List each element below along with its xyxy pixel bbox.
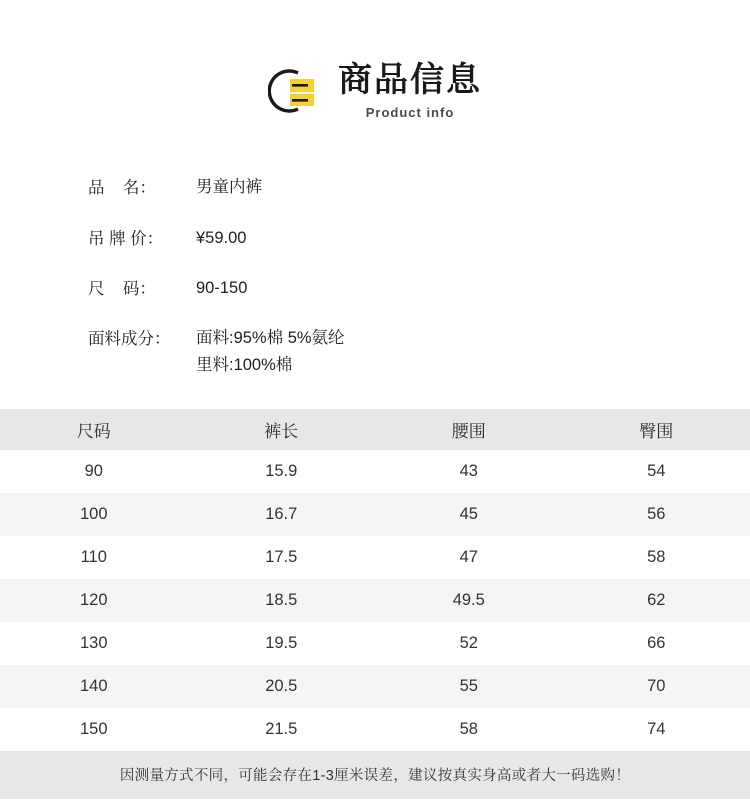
table-cell: 54 (647, 462, 666, 481)
table-cell: 74 (647, 720, 666, 739)
table-header-cell: 尺码 (76, 422, 111, 442)
table-cell: 18.5 (265, 591, 298, 610)
info-value (196, 174, 750, 201)
info-value-line: 面料:95%棉 5%氨纶 (196, 329, 345, 348)
size-table-head (0, 409, 750, 450)
table-cell: 45 (459, 505, 478, 524)
info-value (196, 275, 750, 302)
table-cell: 49.5 (452, 591, 485, 610)
info-value-line: 90-150 (196, 278, 248, 297)
info-row-name (88, 174, 750, 201)
table-cell: 52 (459, 634, 478, 653)
table-cell: 90 (84, 462, 103, 481)
table-cell: 17.5 (265, 548, 298, 567)
table-cell: 43 (459, 462, 478, 481)
table-row (0, 493, 750, 536)
table-cell: 58 (459, 720, 478, 739)
info-label: 尺 码： (88, 279, 156, 298)
table-cell: 21.5 (265, 720, 298, 739)
size-table-note: 因测量方式不同，可能会存在1-3厘米误差，建议按真实身高或者大一码选购！ (0, 751, 750, 799)
table-cell: 58 (647, 548, 666, 567)
table-cell: 130 (79, 634, 108, 653)
size-table-body (0, 450, 750, 751)
table-cell: 19.5 (265, 634, 298, 653)
table-cell: 140 (79, 677, 108, 696)
info-value-line: ¥59.00 (196, 228, 247, 247)
table-cell: 15.9 (265, 462, 298, 481)
info-row-fabric (88, 325, 750, 379)
table-cell: 110 (80, 548, 107, 567)
info-label: 品 名： (88, 179, 156, 198)
page-title: 商品信息 (338, 61, 482, 99)
table-cell: 62 (647, 591, 666, 610)
info-value-line: 里料:100%棉 (196, 356, 293, 375)
table-row (0, 536, 750, 579)
table-cell: 47 (459, 548, 478, 567)
table-cell: 150 (79, 720, 108, 739)
table-header-cell: 腰围 (451, 422, 486, 442)
page-subtitle: Product info (365, 105, 455, 121)
info-value (196, 325, 750, 379)
table-cell: 100 (79, 505, 108, 524)
table-row (0, 665, 750, 708)
table-row (0, 579, 750, 622)
table-cell: 20.5 (265, 677, 298, 696)
info-value-line: 男童内裤 (196, 178, 262, 197)
table-cell: 120 (79, 591, 108, 610)
table-row (0, 622, 750, 665)
info-label: 吊 牌 价： (88, 229, 164, 248)
info-value (196, 225, 750, 252)
size-table (0, 409, 750, 751)
table-cell: 16.7 (265, 505, 298, 524)
table-header-cell: 裤长 (264, 422, 299, 442)
table-cell: 55 (459, 677, 478, 696)
table-header-cell: 臀围 (639, 422, 674, 442)
info-row-price (88, 225, 750, 252)
product-info-list (88, 174, 750, 379)
info-label: 面料成分： (88, 330, 171, 349)
table-row (0, 450, 750, 493)
table-row (0, 708, 750, 751)
table-cell: 66 (647, 634, 666, 653)
header-titles (338, 62, 482, 120)
table-cell: 56 (647, 505, 666, 524)
table-header-row (0, 409, 750, 450)
table-cell: 70 (647, 677, 666, 696)
product-info-logo-icon (268, 63, 324, 119)
page-header (0, 0, 750, 130)
info-row-size (88, 275, 750, 302)
